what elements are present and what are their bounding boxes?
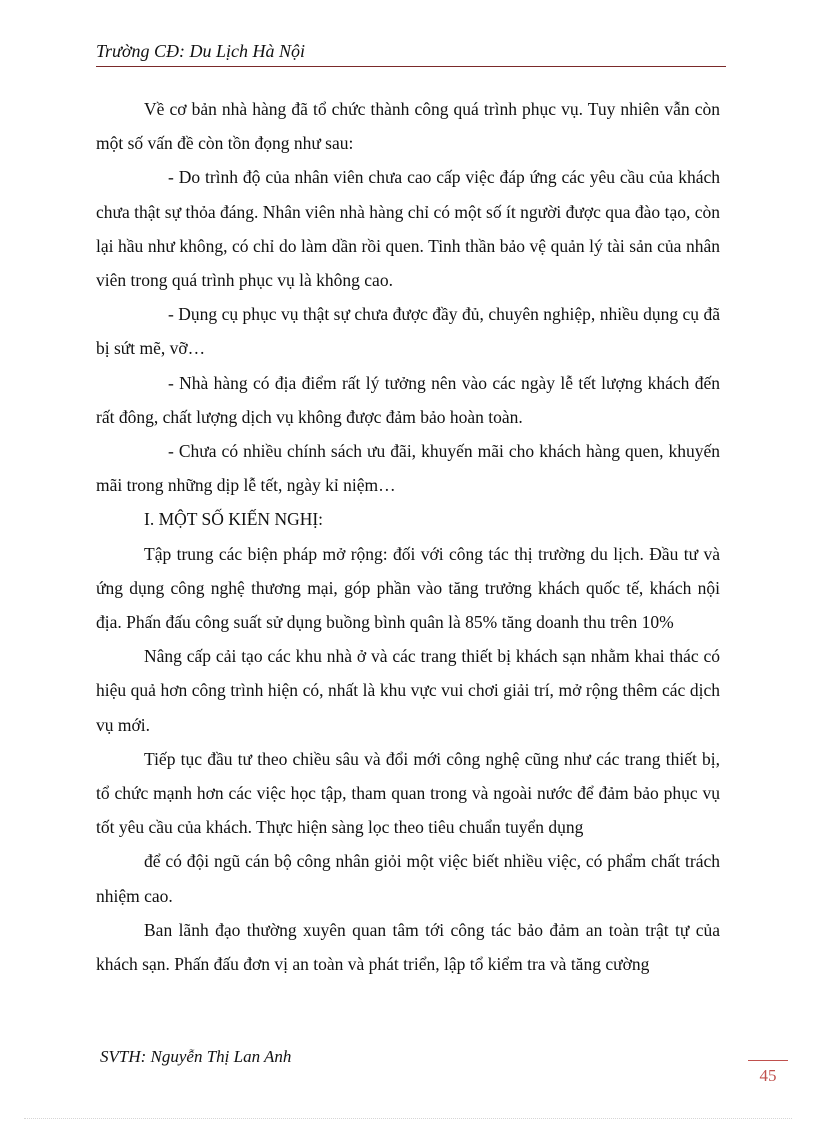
page-bottom-border: [24, 1118, 792, 1119]
body-paragraph: Tiếp tục đầu tư theo chiều sâu và đổi mới công nghệ cũng như các trang thiết bị, tổ chức mạnh hơn các việc học tập, tham quan trong và ngoài nước để đảm bảo phục vụ tốt yêu cầu của khách. Thực hiện sàng lọc theo tiêu chuẩn tuyển dụng: [96, 748, 720, 838]
body-paragraph: Ban lãnh đạo thường xuyên quan tâm tới công tác bảo đảm an toàn trật tự của khách sạn. Phấn đấu đơn vị an toàn và phát triển, lập tổ kiểm tra và tăng cường: [96, 919, 720, 975]
footer-author: SVTH: Nguyễn Thị Lan Anh: [100, 1047, 292, 1066]
footer-divider: [748, 1060, 788, 1061]
page-header-title: Trường CĐ: Du Lịch Hà Nội: [96, 41, 305, 61]
body-paragraph: để có đội ngũ cán bộ công nhân giỏi một việc biết nhiều việc, có phẩm chất trách nhiệm cao.: [96, 851, 720, 906]
bullet-item: - Chưa có nhiều chính sách ưu đãi, khuyến mãi cho khách hàng quen, khuyến mãi trong những dịp lễ tết, ngày kỉ niệm…: [96, 441, 720, 496]
section-heading: I. MỘT SỐ KIẾN NGHỊ:: [144, 509, 324, 530]
bullet-item: - Do trình độ của nhân viên chưa cao cấp việc đáp ứng các yêu cầu của khách chưa thật sự thỏa đáng. Nhân viên nhà hàng chỉ có một số ít người được qua đào tạo, còn lại hầu như không, có chỉ do làm dần rồi quen. Tinh thần bảo vệ quản lý tài sản của nhân viên trong quá trình phục vụ là không cao.: [96, 167, 720, 291]
bullet-item: - Dụng cụ phục vụ thật sự chưa được đầy đủ, chuyên nghiệp, nhiều dụng cụ đã bị sứt mẽ, vỡ…: [96, 304, 720, 359]
body-paragraph: Tập trung các biện pháp mở rộng: đối với công tác thị trường du lịch. Đầu tư và ứng dụng công nghệ thương mại, góp phần vào tăng trưởng khách quốc tế, khách nội địa. Phấn đấu công suất sử dụng buồng bình quân là 85% tăng doanh thu trên 10%: [96, 543, 720, 633]
document-body: [96, 92, 720, 981]
bullet-item: - Nhà hàng có địa điểm rất lý tưởng nên vào các ngày lễ tết lượng khách đến rất đông, chất lượng dịch vụ không được đảm bảo hoàn toàn.: [96, 372, 720, 427]
page-number: 45: [759, 1066, 777, 1085]
body-paragraph: Về cơ bản nhà hàng đã tổ chức thành công quá trình phục vụ. Tuy nhiên vẫn còn một số vấn đề còn tồn đọng như sau:: [96, 99, 720, 154]
body-paragraph: Nâng cấp cải tạo các khu nhà ở và các trang thiết bị khách sạn nhằm khai thác có hiệu quả hơn công trình hiện có, nhất là khu vực vui chơi giải trí, mở rộng thêm các dịch vụ mới.: [96, 646, 720, 735]
header-divider: [96, 66, 726, 67]
